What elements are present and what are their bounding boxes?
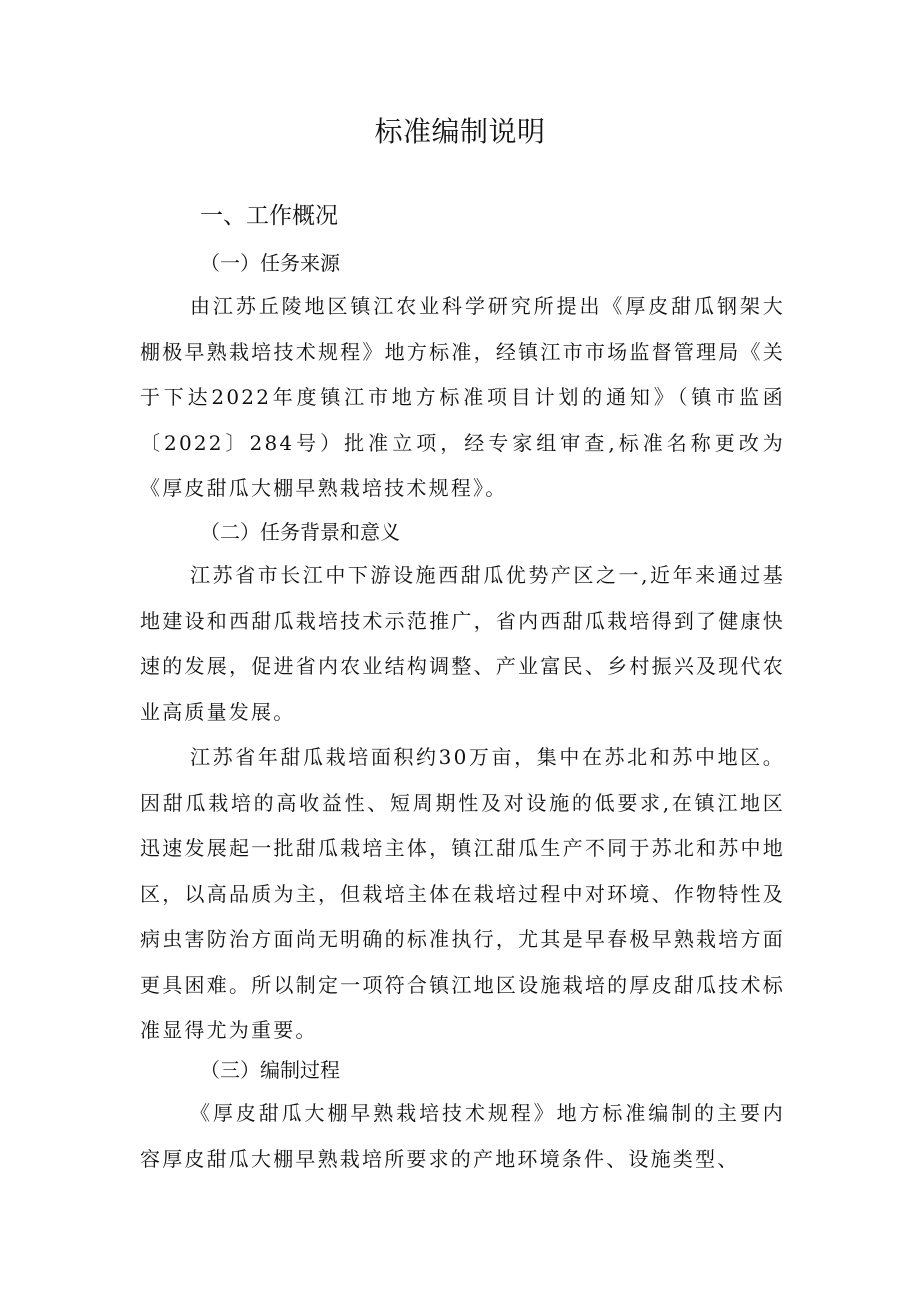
- paragraph-background-1: 江苏省市长江中下游设施西甜瓜优势产区之一,近年来通过基地建设和西甜瓜栽培技术示范推广，省内西甜瓜栽培得到了健康快速的发展，促进省内农业结构调整、产业富民、乡村振兴及现代农业高质量发展。: [140, 563, 785, 724]
- paragraph-background-2: 江苏省年甜瓜栽培面积约30万亩，集中在苏北和苏中地区。因甜瓜栽培的高收益性、短周期性及对设施的低要求,在镇江地区迅速发展起一批甜瓜栽培主体，镇江甜瓜生产不同于苏北和苏中地区，以高品质为主，但栽培主体在栽培过程中对环境、作物特性及病虫害防治方面尚无明确的标准执行，尤其是早春极早熟栽培方面更具困难。所以制定一项符合镇江地区设施栽培的厚皮甜瓜技术标准显得尤为重要。: [140, 745, 785, 1042]
- section-heading-work-overview: 一、工作概况: [200, 203, 338, 229]
- document-title: 标准编制说明: [374, 115, 546, 148]
- paragraph-drafting-process: 《厚皮甜瓜大棚早熟栽培技术规程》地方标准编制的主要内容厚皮甜瓜大棚早熟栽培所要求的产地环境条件、设施类型、: [140, 1101, 785, 1171]
- paragraph-task-source: 由江苏丘陵地区镇江农业科学研究所提出《厚皮甜瓜钢架大棚极早熟栽培技术规程》地方标准，经镇江市市场监督管理局《关于下达2022年度镇江市地方标准项目计划的通知》（镇市监函〔2022〕284号）批准立项，经专家组审查,标准名称更改为《厚皮甜瓜大棚早熟栽培技术规程》。: [140, 294, 785, 500]
- subsection-heading-task-source: （一）任务来源: [200, 251, 340, 275]
- subsection-heading-background: （二）任务背景和意义: [200, 520, 400, 544]
- subsection-heading-drafting-process: （三）编制过程: [200, 1058, 340, 1082]
